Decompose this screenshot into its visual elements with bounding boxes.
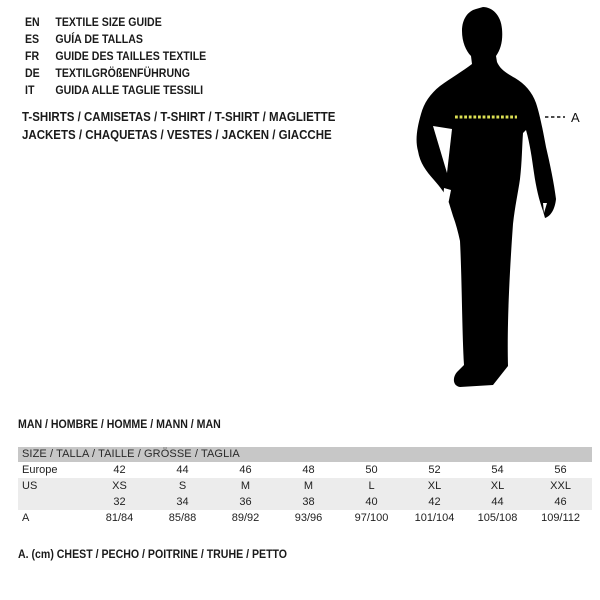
cell: XS bbox=[88, 478, 151, 494]
cell: 89/92 bbox=[214, 510, 277, 527]
cell: 81/84 bbox=[88, 510, 151, 527]
cell: 105/108 bbox=[466, 510, 529, 527]
table-row-europe bbox=[18, 462, 592, 478]
cell: 56 bbox=[529, 462, 592, 478]
size-table bbox=[18, 447, 592, 527]
cell: 54 bbox=[466, 462, 529, 478]
language-code: EN bbox=[25, 17, 40, 30]
cell: 52 bbox=[403, 462, 466, 478]
table-row-us-letters bbox=[18, 478, 592, 494]
cell: L bbox=[340, 478, 403, 494]
footnote-chest-measurement: A. (cm) CHEST / PECHO / POITRINE / TRUHE / PETTO bbox=[18, 549, 288, 561]
language-list bbox=[25, 15, 206, 99]
table-header-label: SIZE / TALLA / TAILLE / GRÖSSE / TAGLIA bbox=[18, 447, 592, 462]
table-row-us-numbers bbox=[18, 494, 592, 510]
language-title: GUIDA ALLE TAGLIE TESSILI bbox=[55, 84, 204, 97]
man-silhouette-figure bbox=[405, 0, 600, 400]
cell: 46 bbox=[529, 494, 592, 510]
table-header-row bbox=[18, 447, 592, 462]
cell: 85/88 bbox=[151, 510, 214, 527]
cell: 44 bbox=[151, 462, 214, 478]
section-heading-man: MAN / HOMBRE / HOMME / MANN / MAN bbox=[18, 419, 221, 431]
language-row-it bbox=[25, 82, 206, 99]
cell: S bbox=[151, 478, 214, 494]
cell: 42 bbox=[403, 494, 466, 510]
man-silhouette-svg bbox=[405, 0, 600, 400]
language-row-en bbox=[25, 15, 206, 32]
cell: XL bbox=[403, 478, 466, 494]
language-row-de bbox=[25, 65, 206, 82]
row-label: A bbox=[18, 510, 88, 527]
cell: XXL bbox=[529, 478, 592, 494]
cell: 48 bbox=[277, 462, 340, 478]
cell: 109/112 bbox=[529, 510, 592, 527]
language-code: FR bbox=[25, 50, 40, 63]
language-title: TEXTILGRÖßENFÜHRUNG bbox=[55, 67, 190, 80]
cell: 101/104 bbox=[403, 510, 466, 527]
cell: 42 bbox=[88, 462, 151, 478]
cell: 40 bbox=[340, 494, 403, 510]
language-title: GUIDE DES TAILLES TEXTILE bbox=[55, 50, 207, 63]
language-code: ES bbox=[25, 34, 40, 47]
cell: 46 bbox=[214, 462, 277, 478]
man-silhouette-shape bbox=[417, 7, 556, 387]
language-row-es bbox=[25, 32, 206, 49]
row-label: US bbox=[18, 478, 88, 494]
cell: 36 bbox=[214, 494, 277, 510]
cell: 97/100 bbox=[340, 510, 403, 527]
product-types bbox=[22, 109, 335, 144]
cell: 38 bbox=[277, 494, 340, 510]
language-code: IT bbox=[25, 84, 35, 97]
table-row-chest-a bbox=[18, 510, 592, 527]
language-row-fr bbox=[25, 49, 206, 66]
cell: 44 bbox=[466, 494, 529, 510]
language-title: GUÍA DE TALLAS bbox=[55, 34, 143, 47]
cell: 50 bbox=[340, 462, 403, 478]
cell: 34 bbox=[151, 494, 214, 510]
cell: 32 bbox=[88, 494, 151, 510]
cell: 93/96 bbox=[277, 510, 340, 527]
measure-label-a: A bbox=[571, 110, 580, 125]
row-label bbox=[18, 494, 88, 510]
cell: XL bbox=[466, 478, 529, 494]
language-code: DE bbox=[25, 67, 40, 80]
row-label: Europe bbox=[18, 462, 88, 478]
product-line-jackets: JACKETS / CHAQUETAS / VESTES / JACKEN / GIACCHE bbox=[22, 127, 332, 142]
product-line-tshirts: T-SHIRTS / CAMISETAS / T-SHIRT / T-SHIRT / MAGLIETTE bbox=[22, 110, 336, 124]
language-title: TEXTILE SIZE GUIDE bbox=[55, 17, 162, 30]
cell: M bbox=[214, 478, 277, 494]
cell: M bbox=[277, 478, 340, 494]
